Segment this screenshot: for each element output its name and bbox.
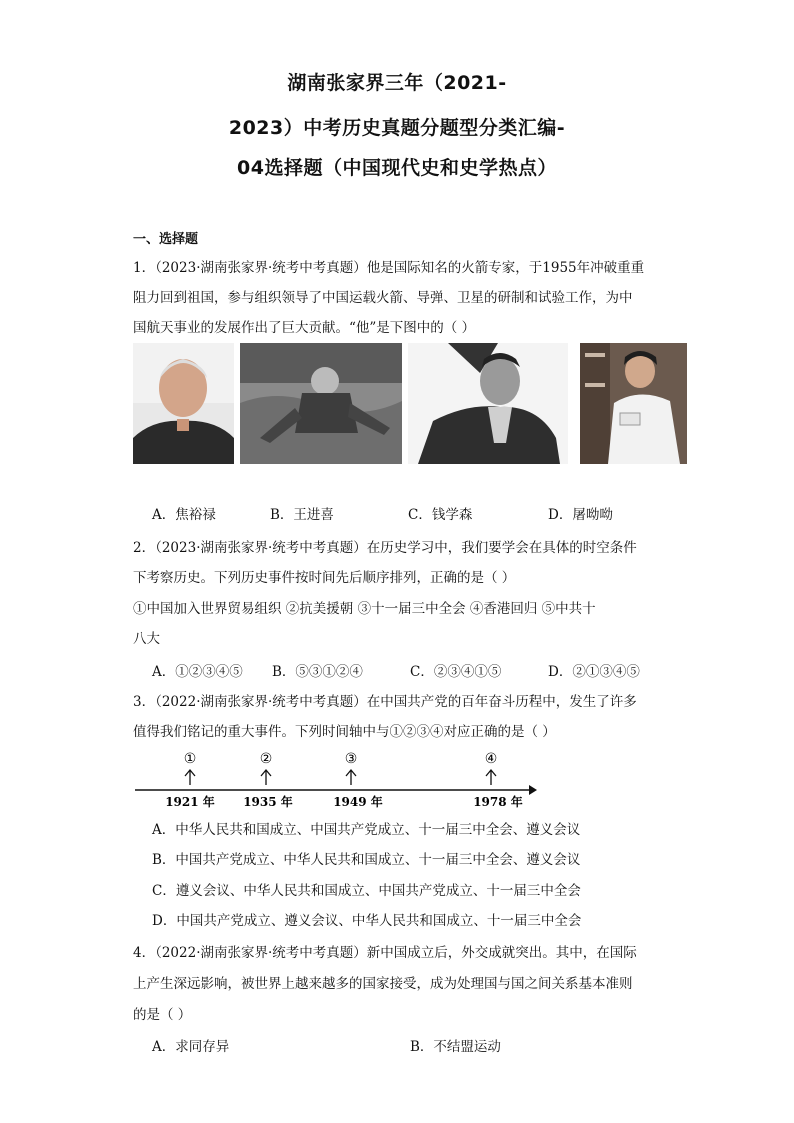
timeline-diagram: [133, 747, 543, 813]
timeline-year-1935: 1935 年: [243, 795, 293, 809]
q1-option-b[interactable]: B．王进喜: [270, 507, 334, 523]
q2-text-line-2: 下考察历史。下列历史事件按时间先后顺序排列，正确的是（ ）: [133, 570, 516, 586]
q2-option-c[interactable]: C．②③④①⑤: [410, 664, 502, 680]
timeline-marker-4: ④: [484, 751, 498, 767]
q2-text-line-1: 2．（2023·湖南张家界·统考中考真题）在历史学习中，我们要学会在具体的时空条件: [133, 540, 637, 556]
q4-option-a[interactable]: A．求同存异: [152, 1039, 230, 1055]
photo-smiling-man: [408, 343, 568, 464]
q3-option-a[interactable]: A．中华人民共和国成立、中国共产党成立、十一届三中全会、遵义会议: [152, 822, 581, 838]
timeline-marker-2: ②: [259, 751, 273, 767]
q2-text-line-4: 八大: [133, 631, 160, 647]
photo-portrait-elderly-man: [133, 343, 234, 464]
photo-man-in-mud-pit: [240, 343, 402, 464]
timeline-marker-3: ③: [344, 751, 358, 767]
q3-option-d[interactable]: D．中国共产党成立、遵义会议、中华人民共和国成立、十一届三中全会: [152, 913, 582, 929]
q3-option-c[interactable]: C．遵义会议、中华人民共和国成立、中国共产党成立、十一届三中全会: [152, 883, 581, 899]
q4-option-b[interactable]: B．不结盟运动: [410, 1039, 501, 1055]
q1-option-a[interactable]: A．焦裕禄: [152, 507, 216, 523]
timeline-year-1921: 1921 年: [165, 795, 215, 809]
photo-woman-in-laboratory: [580, 343, 687, 464]
q1-option-d[interactable]: D．屠呦呦: [548, 507, 613, 523]
q2-option-a[interactable]: A．①②③④⑤: [152, 664, 243, 680]
q3-option-b[interactable]: B．中国共产党成立、中华人民共和国成立、十一届三中全会、遵义会议: [152, 852, 581, 868]
q4-text-line-3: 的是（ ）: [133, 1007, 192, 1023]
q2-option-d[interactable]: D．②①③④⑤: [548, 664, 640, 680]
q4-text-line-2: 上产生深远影响，被世界上越来越多的国家接受，成为处理国与国之间关系基本准则: [133, 976, 633, 992]
q2-text-line-3: ①中国加入世界贸易组织 ②抗美援朝 ③十一届三中全会 ④香港回归 ⑤中共十: [133, 601, 596, 617]
q1-text-line-2: 阻力回到祖国，参与组织领导了中国运载火箭、导弹、卫星的研制和试验工作，为中: [133, 290, 633, 306]
q4-text-line-1: 4．（2022·湖南张家界·统考中考真题）新中国成立后，外交成就突出。其中，在国际: [133, 945, 637, 961]
timeline-year-1949: 1949 年: [333, 795, 383, 809]
q3-text-line-2: 值得我们铭记的重大事件。下列时间轴中与①②③④对应正确的是（ ）: [133, 724, 556, 740]
q3-text-line-1: 3．（2022·湖南张家界·统考中考真题）在中国共产党的百年奋斗历程中，发生了许多: [133, 694, 637, 710]
document-title-line-1: 湖南张家界三年（2021-: [287, 72, 507, 94]
q1-text-line-3: 国航天事业的发展作出了巨大贡献。“他”是下图中的（ ）: [133, 320, 476, 336]
section-heading: 一、选择题: [133, 232, 199, 247]
q1-text-line-1: 1．（2023·湖南张家界·统考中考真题）他是国际知名的火箭专家，于1955年冲破重重: [133, 260, 645, 276]
document-title-line-3: 04选择题（中国现代史和史学热点）: [237, 157, 557, 179]
document-title-line-2: 2023）中考历史真题分题型分类汇编-: [228, 117, 566, 139]
q2-option-b[interactable]: B．⑤③①②④: [272, 664, 363, 680]
timeline-marker-1: ①: [183, 751, 197, 767]
timeline-year-1978: 1978 年: [473, 795, 523, 809]
q1-option-c[interactable]: C．钱学森: [408, 507, 473, 523]
